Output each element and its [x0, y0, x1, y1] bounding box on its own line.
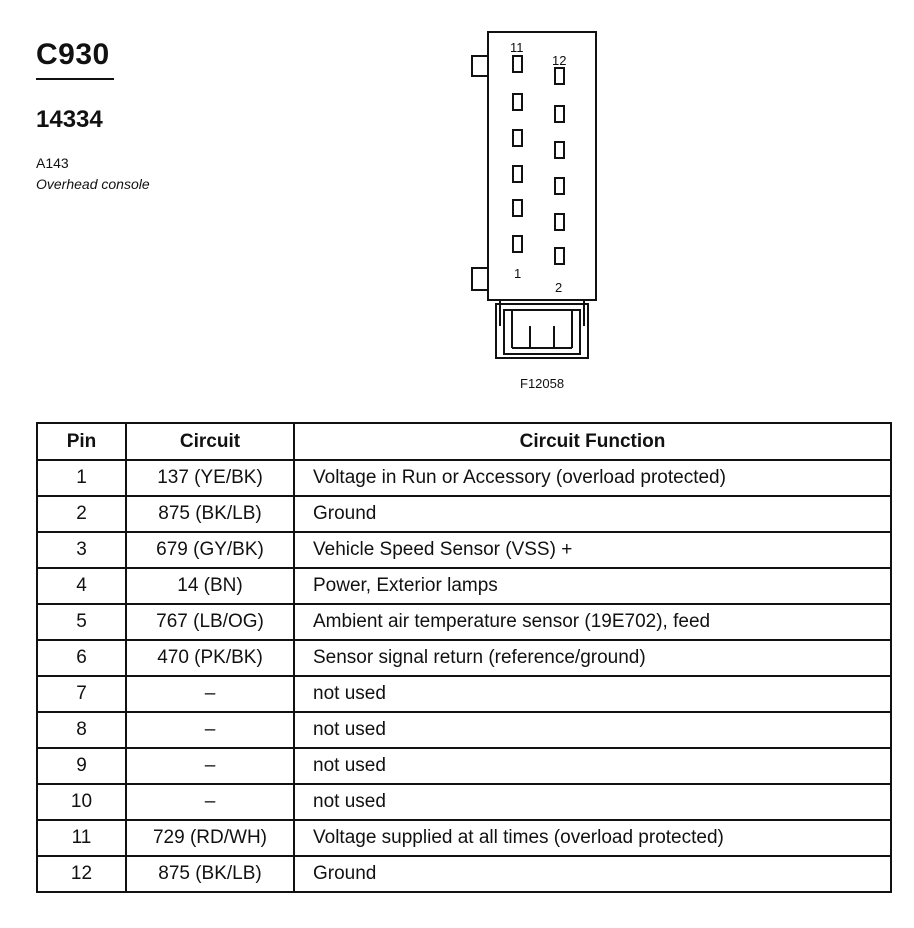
function-cell: Power, Exterior lamps [294, 568, 891, 604]
pin-cell: 3 [37, 532, 126, 568]
table-row [37, 748, 891, 784]
pin-cell: 5 [37, 604, 126, 640]
connector-id: C930 [36, 38, 110, 71]
function-cell: not used [294, 748, 891, 784]
function-cell: Ground [294, 496, 891, 532]
pin-cell: 2 [37, 496, 126, 532]
pin-cell: 11 [37, 820, 126, 856]
pin-label-1: 1 [514, 266, 522, 281]
column-header-circuit: Circuit [126, 423, 294, 460]
pin-cell: 12 [37, 856, 126, 892]
pin-label-2: 2 [555, 280, 563, 295]
upper-latch [472, 56, 488, 76]
cavity-1 [513, 236, 522, 252]
table-row [37, 460, 891, 496]
function-cell: not used [294, 676, 891, 712]
circuit-cell: 679 (GY/BK) [126, 532, 294, 568]
pin-cell: 8 [37, 712, 126, 748]
table-row [37, 640, 891, 676]
pin-cell: 10 [37, 784, 126, 820]
function-cell: Vehicle Speed Sensor (VSS) + [294, 532, 891, 568]
circuit-cell: 14 (BN) [126, 568, 294, 604]
pin-cell: 4 [37, 568, 126, 604]
circuit-cell: – [126, 784, 294, 820]
cavity-8 [555, 142, 564, 158]
table-row [37, 856, 891, 892]
function-cell: not used [294, 712, 891, 748]
pin-cell: 7 [37, 676, 126, 712]
table-row [37, 604, 891, 640]
column-header-function: Circuit Function [294, 423, 891, 460]
circuit-cell: 137 (YE/BK) [126, 460, 294, 496]
pin-table [36, 422, 892, 893]
location-code: A143 [36, 155, 69, 171]
circuit-cell: 875 (BK/LB) [126, 496, 294, 532]
pin-label-12: 12 [552, 53, 567, 68]
pin-cell: 9 [37, 748, 126, 784]
cavity-7 [513, 130, 522, 146]
circuit-cell: 767 (LB/OG) [126, 604, 294, 640]
function-cell: Sensor signal return (reference/ground) [294, 640, 891, 676]
cavity-11 [513, 56, 522, 72]
function-cell: Ambient air temperature sensor (19E702), feed [294, 604, 891, 640]
table-row [37, 820, 891, 856]
function-cell: not used [294, 784, 891, 820]
pin-cell: 6 [37, 640, 126, 676]
function-cell: Ground [294, 856, 891, 892]
figure-id: F12058 [520, 376, 565, 391]
lower-latch [472, 268, 488, 290]
circuit-cell: – [126, 712, 294, 748]
cavity-2 [555, 248, 564, 264]
title-underline [36, 78, 114, 80]
cavity-9 [513, 94, 522, 110]
table-row [37, 676, 891, 712]
location-description: Overhead console [36, 176, 150, 192]
cavity-5 [513, 166, 522, 182]
lock-housing [496, 304, 588, 358]
part-number: 14334 [36, 106, 103, 133]
circuit-cell: 729 (RD/WH) [126, 820, 294, 856]
table-header-row [37, 423, 891, 460]
cavity-10 [555, 106, 564, 122]
table-row [37, 712, 891, 748]
circuit-cell: 470 (PK/BK) [126, 640, 294, 676]
function-cell: Voltage in Run or Accessory (overload protected) [294, 460, 891, 496]
cavity-4 [555, 214, 564, 230]
circuit-cell: 875 (BK/LB) [126, 856, 294, 892]
function-cell: Voltage supplied at all times (overload protected) [294, 820, 891, 856]
circuit-cell: – [126, 676, 294, 712]
table-row [37, 568, 891, 604]
pin-cell: 1 [37, 460, 126, 496]
connector-body [488, 32, 596, 300]
column-header-pin: Pin [37, 423, 126, 460]
cavity-6 [555, 178, 564, 194]
connector-face-diagram [460, 26, 620, 382]
cavity-3 [513, 200, 522, 216]
cavity-12 [555, 68, 564, 84]
pin-label-11: 11 [510, 40, 524, 55]
table-row [37, 784, 891, 820]
circuit-cell: – [126, 748, 294, 784]
table-row [37, 496, 891, 532]
table-row [37, 532, 891, 568]
